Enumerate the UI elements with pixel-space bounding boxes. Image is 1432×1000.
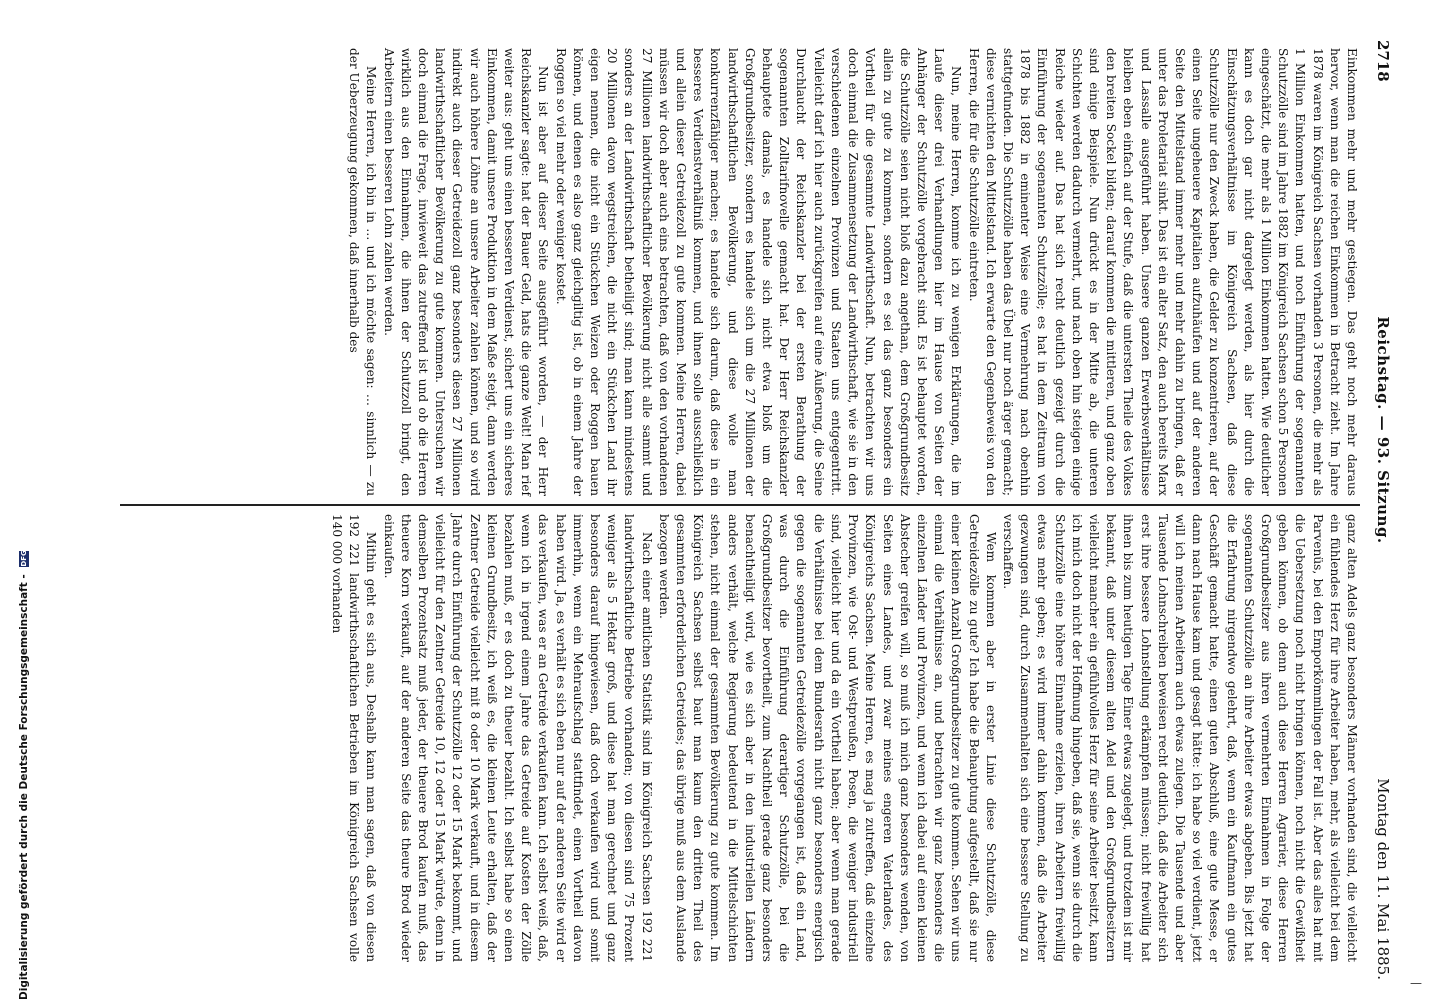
text-columns bbox=[120, 40, 1360, 980]
dfg-logo-icon: DFG bbox=[20, 550, 28, 567]
digitization-credit bbox=[18, 0, 30, 1000]
scanned-page bbox=[100, 40, 1400, 980]
paragraph: Nun, meine Herren, komme ich zu wenigen Erklärungen, die im Laufe dieser drei Verhandlungen hier im Hause von Seiten der Anhänger der Schutzzölle vorgebracht sind. Es ist behauptet worden, die Schutzzölle seien nicht bloß dazu angethan, dem Großgrundbesitz allein zu gute zu kommen, sondern es sei das ganz besonders ein Vortheil für die gesammte Landwirthschaft. Nun, betrachten wir uns doch einmal die Zusammensetzung der Landwirthschaft, wie sie in den verschiedenen einzelnen Provinzen und Staaten uns entgegentritt. Vielleicht darf ich hier auch zurückgreifen auf eine Äußerung, die Seine Durchlaucht der Reichskanzler bei der ersten Berathung der sogenannten Zolltarifnovelle gemacht hat. Der Herr Reichskanzler behauptete damals, es handele sich nicht etwa bloß um die Großgrundbesitzer, sondern es handele sich um die 27 Millionen der landwirthschaftlichen Bevölkerung, und diese wolle man konkurrenzfähiger machen; es handele sich darum, daß diese in ein besseres Verdienstverhältniß kommen, und ihnen solle ausschließlich und allein dieser Getreidezoll zu gute kommen. Meine Herren, dabei müssen wir doch aber auch eins betrachten, daß von den vorhandenen 27 Millionen landwirthschaftlicher Bevölkerung nicht alle sammt und sonders an der Landwirthschaft betheiligt sind; man kann mindestens 20 Millionen davon wegstreichen, die nicht ein Stückchen Land ihr eigen nennen, die nicht ein Stückchen Weizen oder Roggen bauen können, und denen es also ganz gleichgiltig ist, ob in einem Jahre der Roggen so viel mehr oder weniger kostet. bbox=[553, 48, 964, 496]
corner-mark: — bbox=[1410, 976, 1422, 990]
column-right bbox=[120, 506, 1360, 970]
paragraph: Wem kommen aber in erster Linie diese Schutzzölle, diese Getreidezölle zu gute? Ich habe die Behauptung aufgestellt, daß sie nur einer kleinen Anzahl Großgrundbesitzer zu gute kommen. Sehen wir uns einmal die Verhältnisse an, und betrachten wir ganz besonders die einzelnen Länder und Provinzen, und wenn ich dabei auf einen kleinen Abstecher greifen will, so muß ich mich ganz besonders wenden, von Seiten eines Landes, und zwar meines engeren Vaterlandes, des Königreichs Sachsen. Meine Herren, es mag ja zutreffen, daß einzelne Provinzen, wie Ost- und Westpreußen, Posen, die weniger industriell sind, vielleicht hier und da ein Vortheil haben; aber wenn man gerade die Verhältnisse bei dem Bundesrath nicht ganz besonders energisch gegen die sogenannten Getreidezölle vorgegangen ist, daß ein Land, was durch die Einführung derartiger Schutzzölle, bei die Großgrundbesitzer bevortheilt, zum Nachtheil gerade ganz besonders benachtheiligt wird, wie es sich aber in den industriellen Ländern anders verhält, welche Regierung bedeutend in die Mittelschichten stehen, nicht einmal der gesammten Bevölkerung zu gute kommen. Im Königreich Sachsen selbst baut man kaum den dritten Theil des gesammten erforderlichen Getreides; das übrige muß aus dem Auslande bezogen werden. bbox=[656, 514, 998, 962]
page-date: Montag den 11. Mai 1885. bbox=[1374, 778, 1392, 980]
credit-text: Digitalisierung gefördert durch die Deutsche Forschungsgemeinschaft - bbox=[18, 574, 30, 1000]
paragraph: Nach einer amtlichen Statistik sind im Königreich Sachsen 192 221 landwirthschaftliche Betriebe vorhanden; von diesen sind 75 Prozent weniger als 5 Hektar groß, und diese hat man gerechnet und ganz besonders darauf hingewiesen, daß doch verkaufen wird und somit immerhin, wenn ein Mehraufschlag stattfindet, einen Vortheil davon haben wird. Ja, es verhält es sich eben nur auf der anderen Seite wird er das verkaufen, was er an Getreide verkaufen kann. Ich selbst weiß, daß, wenn ich in irgend einem Jahre das Getreide auf Kosten der Zölle bezahlen muß, er es doch zu theuer bezahlt. Ich selbst habe so einen kleinen Grundbesitz, ich weiß es, die kleinen Leute erhalten, daß der Zentner Getreide vielleicht mit 8 oder 10 Mark verkauft, und in diesem Jahre durch Einführung der Schutzzölle 12 oder 15 Mark bekommt, und vielleicht für den Zentner Getreide 10, 12 oder 15 Mark würde, denn in demselben Prozentsatz muß jeder, der theuere Brod kaufen muß, das theuere Korn verkauft, auf der anderen Seite das theure Brod wieder einkaufen. bbox=[381, 514, 654, 962]
page-number: 2718 bbox=[1374, 40, 1392, 82]
paragraph: Einkommen mehr und mehr gestiegen. Das geht noch mehr daraus hervor, wenn man die reichen Einkommen in Betracht zieht. Im Jahre 1878 waren im Königreich Sachsen vorhanden 3 Personen, die mehr als 1 Million Einkommen hatten, und noch Einführung der sogenannten Schutzzölle sind im Jahre 1882 im Königreich Sachsen schon 5 Personen eingeschätzt, die mehr als 1 Million Einkommen hatten. Wie deutlicher kann es doch gar nicht dargelegt werden, als hier durch die Einschätzungsverhältnisse im Königreich Sachsen, daß diese Schutzzölle nur den Zweck haben, die Gelder zu konzentrieren, auf der einen Seite ungeheuere Kapitalien aufzuhäufen und auf der anderen Seite den Mittelstand immer mehr und mehr dahin zu bringen, daß er unter das Proletariat sinkt. Das ist ein alter Satz, den auch bereits Marx und Lassalle ausgeführt haben. Unsere ganzen Erwerbsverhältnisse bleiben eben einfach auf der Stufe, daß die untersten Theile des Volkes den breiten Sockel bilden; darauf kommen die mittleren, und ganz oben sind einige Beispiele. Nun drückt es in der Mitte ab, die unteren Schichten werden dadurch vermehrt, und nach oben hin steigen einige Reiche wieder auf. Das hat sich recht deutlich gezeigt durch die Einführung der sogenannten Schutzzölle; es hat in dem Zeitraum von 1878 bis 1882 in eminenter Weise eine Vermehrung nach obenhin stattgefunden. Die Schutzzölle haben das Übel nur noch ärger gemacht; diese vernichten den Mittelstand. Ich erwarte den Gegenbeweis von den Herren, die für die Schutzzölle eintreten. bbox=[966, 48, 1359, 496]
paragraph: Meine Herren, ich bin in … und ich möchte sagen: … sinnlich — zu der Ueberzeugung gekommen, daß innerhalb des bbox=[347, 48, 379, 496]
paragraph: Nun ist aber auf dieser Seite ausgeführt worden, — der Herr Reichskanzler sagte: hat der Bauer Geld, hats die ganze Welt! Man rief weiter aus: geht uns einen besseren Verdienst, sichert uns ein sicheres Einkommen, damit unsere Produktion in dem Maße steigt, dann werden wir auch höhere Löhne an unsere Arbeiter zahlen können, und so wird indirekt auch dieser Getreidezoll ganz besonders diesen 27 Millionen landwirthschaftlicher Bevölkerung zu gute kommen. Untersuchen wir doch einmal die Frage, inwieweit das zutreffend ist und ob die Herren wirklich aus den Einnahmen, die ihnen der Schutzzoll bringt, den Arbeitern einen besseren Lohn zahlen werden. bbox=[381, 48, 551, 496]
paragraph: Mithin geht es sich aus, Deshalb kann man sagen, daß von diesen 192 221 landwirthschaftlichen Betrieben im Königreich Sachsen volle 140 000 vorhanden bbox=[330, 514, 379, 962]
column-left bbox=[120, 40, 1360, 504]
paragraph: ganz alten Adels ganz besonders Männer vorhanden sind, die vielleicht ein fühlendes Herz für ihre Arbeiter haben, mehr, als vielleicht bei dem Parvenüs, bei den Emporkömmlingen der Fall ist. Aber das alles hat mit die Uebersetzung noch nicht bringen können, noch nicht die Gewißheit geben können, ob denn auch diese Herren Agrarier, diese Herren Großgrundbesitzer aus ihren vermehrten Einnahmen in Folge der sogenannten Schutzzölle an ihre Arbeiter etwas abgeben. Bis jetzt hat die Erfahrung nirgendwo gelehrt, daß, wenn ein Kaufmann ein gutes Geschäft gemacht hatte, einen guten Abschluß, eine gute Messe, er dann nach Hause kam und gesagt hätte: ich habe so viel verdient, jetzt will ich meinen Arbeitern auch etwas zulegen. Die Tausende und aber Tausende Lohnschreiben beweisen recht deutlich, daß die Arbeiter sich erst ihre bessere Lohnstellung erkämpfen müssen; nicht freiwillig hat ihnen bis zum heutigen Tage Einer etwas zugelegt, und trotzdem ist mir bekannt, daß unter diesem alten Adel und den Großgrundbesitzern vielleicht mancher ein gefühlvolles Herz für seine Arbeiter besitzt, kann ich mich doch nicht der Hoffnung hingeben, daß sie, wenn sie durch die Schutzzölle eine höhere Einnahme erzielen, ihren Arbeitern freiwillig etwas mehr geben; es wird immer dahin kommen, daß die Arbeiter gezwungen sind, durch Zusammenhalten sich eine bessere Stellung zu verschaffen. bbox=[1000, 514, 1359, 962]
page-header bbox=[1366, 40, 1400, 980]
page-title: Reichstag. — 93. Sitzung. bbox=[1374, 316, 1392, 544]
